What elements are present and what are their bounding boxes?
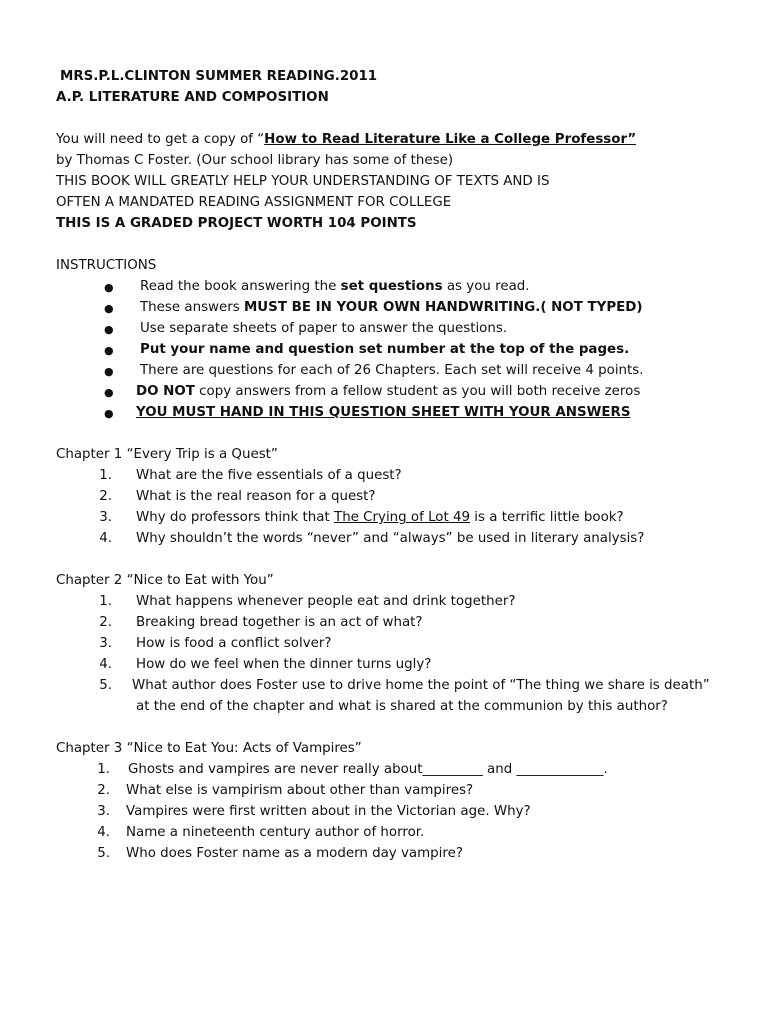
chapter-1-heading: Chapter 1 “Every Trip is a Quest” [56,447,278,462]
graded-notice: THIS IS A GRADED PROJECT WORTH 104 POINTS [56,216,417,231]
instructions-heading: INSTRUCTIONS [56,258,157,273]
instruction-item-6 [136,383,640,400]
question-number: 3. [99,636,112,651]
question-text: is a terrific little book? [470,510,624,525]
chapter-1-question-2: What is the real reason for a quest? [136,489,376,504]
question-number: 1. [99,594,112,609]
instruction-item-1 [140,278,530,295]
intro-line-1 [56,131,636,148]
instruction-item-3: Use separate sheets of paper to answer the questions. [140,321,508,336]
bullet-icon: ● [104,302,114,315]
instruction-emphasis: DO NOT [136,384,195,399]
cited-book-title: The Crying of Lot 49 [334,510,471,525]
chapter-2-heading: Chapter 2 “Nice to Eat with You” [56,573,274,588]
chapter-2-question-1: What happens whenever people eat and drink together? [136,594,516,609]
question-text: Why do professors think that [136,510,335,525]
bullet-icon: ● [104,323,114,336]
instruction-item-5: There are questions for each of 26 Chapters. Each set will receive 4 points. [140,363,644,378]
bullet-icon: ● [104,407,114,420]
book-title: How to Read Literature Like a College Professor” [264,132,637,147]
bullet-icon: ● [104,365,114,378]
question-number: 2. [97,783,110,798]
question-number: 2. [99,615,112,630]
chapter-1-question-4: Why shouldn’t the words “never” and “always” be used in literary analysis? [136,531,645,546]
instruction-item-2 [140,299,643,316]
instruction-emphasis: MUST BE IN YOUR OWN HANDWRITING.( NOT TYPED) [243,300,643,315]
document-title: MRS.P.L.CLINTON SUMMER READING.2011 [60,69,378,84]
chapter-3-heading: Chapter 3 “Nice to Eat You: Acts of Vampires” [56,741,362,756]
question-number: 3. [97,804,110,819]
chapter-3-question-2: What else is vampirism about other than vampires? [126,783,474,798]
chapter-2-question-5-continued: at the end of the chapter and what is shared at the communion by this author? [136,699,668,714]
question-number: 4. [99,531,112,546]
instruction-item-7: YOU MUST HAND IN THIS QUESTION SHEET WITH YOUR ANSWERS [136,405,631,420]
instruction-text: These answers [140,300,244,315]
question-number: 5. [97,846,110,861]
chapter-3-question-4: Name a nineteenth century author of horror. [126,825,425,840]
instruction-item-4: Put your name and question set number at the top of the pages. [140,342,630,357]
intro-line-3: THIS BOOK WILL GREATLY HELP YOUR UNDERSTANDING OF TEXTS AND IS [56,174,550,189]
intro-line-2: by Thomas C Foster. (Our school library has some of these) [56,153,454,168]
bullet-icon: ● [104,344,114,357]
question-number: 1. [99,468,112,483]
instruction-text: copy answers from a fellow student as you will both receive zeros [194,384,641,399]
chapter-1-question-1: What are the five essentials of a quest? [136,468,402,483]
instruction-emphasis: set questions [340,279,443,294]
instruction-text: as you read. [442,279,530,294]
intro-prefix: You will need to get a copy of “ [56,132,265,147]
bullet-icon: ● [104,386,114,399]
course-title: A.P. LITERATURE AND COMPOSITION [56,90,329,105]
chapter-2-question-2: Breaking bread together is an act of what? [136,615,423,630]
question-number: 1. [97,762,110,777]
intro-line-4: OFTEN A MANDATED READING ASSIGNMENT FOR COLLEGE [56,195,452,210]
chapter-2-question-3: How is food a conflict solver? [136,636,332,651]
instruction-text: Read the book answering the [140,279,341,294]
bullet-icon: ● [104,281,114,294]
question-number: 2. [99,489,112,504]
chapter-2-question-4: How do we feel when the dinner turns ugly? [136,657,432,672]
question-number: 3. [99,510,112,525]
chapter-3-question-5: Who does Foster name as a modern day vampire? [126,846,463,861]
chapter-3-question-1: Ghosts and vampires are never really about_________ and _____________. [128,762,608,777]
question-number: 4. [97,825,110,840]
question-number: 5. [99,678,112,693]
chapter-2-question-5: What author does Foster use to drive home the point of “The thing we share is death” [132,678,710,693]
chapter-3-question-3: Vampires were first written about in the Victorian age. Why? [126,804,531,819]
question-number: 4. [99,657,112,672]
chapter-1-question-3 [136,509,624,526]
